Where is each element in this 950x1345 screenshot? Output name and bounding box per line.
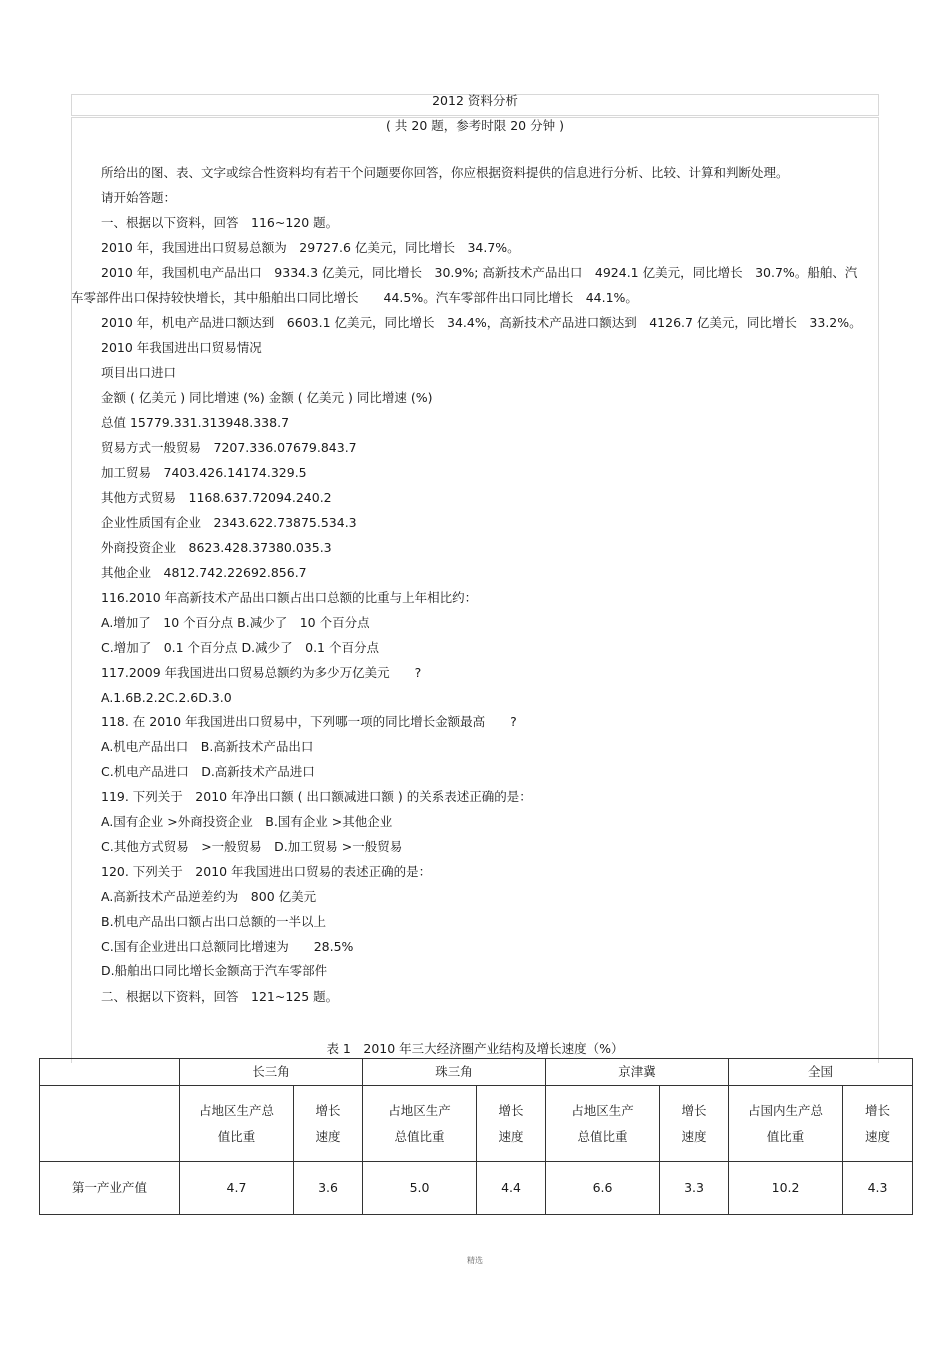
- text-line: 其他企业 4812.742.22692.856.7: [101, 565, 307, 580]
- page-footer: 精选: [467, 1256, 483, 1265]
- table-cell: 4.7: [180, 1162, 294, 1215]
- text-line: 2010 年，机电产品进口额达到 6603.1 亿美元，同比增长 34.4%，高新技术产品进口额达到 4126.7 亿美元，同比增长 33.2%。: [101, 315, 862, 330]
- question-text: 117.2009 年我国进出口贸易总额约为多少万亿美元 ?: [101, 665, 422, 680]
- table-cell: 6.6: [546, 1162, 660, 1215]
- column-header: 占国内生产总 值比重: [729, 1086, 843, 1162]
- text-line: 2010 年，我国机电产品出口 9334.3 亿美元，同比增长 30.9%; 高新技术产品出口 4924.1 亿美元，同比增长 30.7%。船舶、汽: [101, 265, 858, 280]
- group-header: 珠三角: [363, 1059, 546, 1086]
- group-header: 京津冀: [546, 1059, 729, 1086]
- text-line: 项目出口进口: [101, 365, 177, 380]
- stats-table: [39, 1058, 913, 1215]
- table-group-header-row: [40, 1059, 913, 1086]
- question-text: 120. 下列关于 2010 年我国进出口贸易的表述正确的是：: [101, 864, 432, 879]
- table-row: [40, 1162, 913, 1215]
- table-cell: 10.2: [729, 1162, 843, 1215]
- table-corner-cell: [40, 1059, 180, 1086]
- column-header: 占地区生产 总值比重: [546, 1086, 660, 1162]
- text-line: 总值 15779.331.313948.338.7: [101, 415, 290, 430]
- text-line: 贸易方式一般贸易 7207.336.07679.843.7: [101, 440, 357, 455]
- table-corner-cell: [40, 1086, 180, 1162]
- text-line: 请开始答题：: [101, 190, 177, 205]
- group-header: 全国: [729, 1059, 913, 1086]
- table-cell: 3.3: [660, 1162, 729, 1215]
- table-subheader-row: [40, 1086, 913, 1162]
- text-line: 加工贸易 7403.426.14174.329.5: [101, 465, 307, 480]
- section-heading: 一、根据以下资料，回答 116~120 题。: [101, 215, 339, 230]
- table-cell: 5.0: [363, 1162, 477, 1215]
- instructions-line: 所给出的图、表、文字或综合性资料均有若干个问题要你回答，你应根据资料提供的信息进行分析、比较、计算和判断处理。: [101, 165, 789, 180]
- question-text: 118. 在 2010 年我国进出口贸易中，下列哪一项的同比增长金额最高 ?: [101, 714, 517, 729]
- table-cell: 4.4: [477, 1162, 546, 1215]
- answer-options: C.增加了 0.1 个百分点 D.减少了 0.1 个百分点: [101, 640, 379, 655]
- answer-options: C.机电产品进口 D.高新技术产品进口: [101, 764, 315, 779]
- answer-options: B.机电产品出口额占出口总额的一半以上: [101, 914, 327, 929]
- text-line: 2010 年，我国进出口贸易总额为 29727.6 亿美元，同比增长 34.7%。: [101, 240, 520, 255]
- answer-options: C.国有企业进出口总额同比增速为 28.5%: [101, 939, 354, 954]
- table-caption: 表 1 2010 年三大经济圈产业结构及增长速度（%）: [326, 1041, 624, 1056]
- group-header: 长三角: [180, 1059, 363, 1086]
- text-line: 外商投资企业 8623.428.37380.035.3: [101, 540, 332, 555]
- column-header: 增长 速度: [660, 1086, 729, 1162]
- column-header: 增长 速度: [294, 1086, 363, 1162]
- answer-options: A.1.6B.2.2C.2.6D.3.0: [101, 690, 232, 705]
- text-line: 企业性质国有企业 2343.622.73875.534.3: [101, 515, 357, 530]
- text-line: 2010 年我国进出口贸易情况: [101, 340, 262, 355]
- page-subtitle: ( 共 20 题，参考时限 20 分钟 ): [386, 118, 564, 133]
- column-header: 增长 速度: [843, 1086, 913, 1162]
- column-header: 占地区生产 总值比重: [363, 1086, 477, 1162]
- row-label: 第一产业产值: [40, 1162, 180, 1215]
- text-line: 金额 ( 亿美元 ) 同比增速 (%) 金额 ( 亿美元 ) 同比增速 (%): [101, 390, 433, 405]
- section-heading: 二、根据以下资料，回答 121~125 题。: [101, 989, 339, 1004]
- question-text: 119. 下列关于 2010 年净出口额 ( 出口额减进口额 ) 的关系表述正确的是：: [101, 789, 532, 804]
- table-cell: 3.6: [294, 1162, 363, 1215]
- text-line: 其他方式贸易 1168.637.72094.240.2: [101, 490, 332, 505]
- column-header: 占地区生产总 值比重: [180, 1086, 294, 1162]
- answer-options: D.船舶出口同比增长金额高于汽车零部件: [101, 963, 328, 978]
- answer-options: A.高新技术产品逆差约为 800 亿美元: [101, 889, 317, 904]
- table-cell: 4.3: [843, 1162, 913, 1215]
- answer-options: A.增加了 10 个百分点 B.减少了 10 个百分点: [101, 615, 370, 630]
- answer-options: A.机电产品出口 B.高新技术产品出口: [101, 739, 314, 754]
- question-text: 116.2010 年高新技术产品出口额占出口总额的比重与上年相比约：: [101, 590, 478, 605]
- column-header: 增长 速度: [477, 1086, 546, 1162]
- answer-options: C.其他方式贸易 >一般贸易 D.加工贸易 >一般贸易: [101, 839, 403, 854]
- page-title: 2012 资料分析: [432, 93, 518, 108]
- answer-options: A.国有企业 >外商投资企业 B.国有企业 >其他企业: [101, 814, 393, 829]
- text-line: 车零部件出口保持较快增长，其中船舶出口同比增长 44.5%。汽车零部件出口同比增长 44.1%。: [71, 290, 638, 305]
